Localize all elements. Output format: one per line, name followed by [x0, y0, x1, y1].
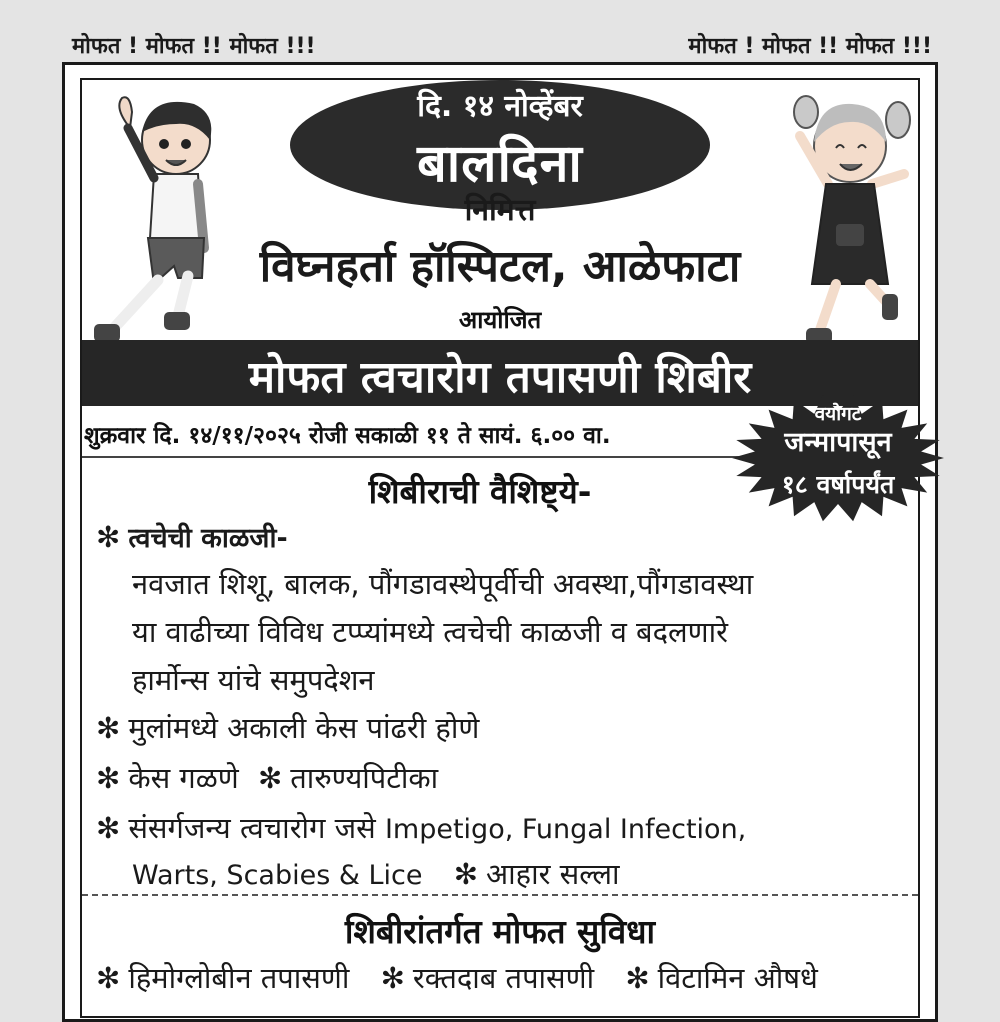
bullet-icon: ✻ — [96, 520, 121, 554]
feature-skin-care — [96, 518, 288, 555]
free-banner-left: मोफत ! मोफत !! मोफत !!! — [72, 34, 316, 59]
schedule-divider — [82, 456, 742, 458]
bullet-icon: ✻ — [625, 961, 650, 995]
feature-premature-greying — [96, 708, 479, 747]
services-list — [96, 958, 818, 997]
event-date: दि. १४ नोव्हेंबर — [417, 89, 583, 124]
age-badge-label: वयोगट — [814, 403, 862, 425]
bullet-icon: ✻ — [96, 811, 121, 845]
skin-care-line: या वाढीच्या विविध टप्प्यांमध्ये त्वचेची काळजी व बदलणारे — [132, 615, 729, 649]
skin-care-line: नवजात शिशू, बालक, पौंगडावस्थेपूर्वीची अवस्था,पौंगडावस्था — [132, 567, 754, 601]
girl-illustration — [778, 84, 918, 354]
skin-care-title: त्वचेची काळजी- — [128, 523, 288, 554]
premature-greying-text: मुलांमध्ये अकाली केस पांढरी होणे — [128, 711, 480, 745]
bullet-icon: ✻ — [96, 711, 121, 745]
service-item: विटामिन औषधे — [657, 961, 818, 995]
contagious-text: संसर्गजन्य त्वचारोग जसे — [128, 811, 376, 845]
age-badge-to: १८ वर्षापर्यंत — [781, 470, 895, 499]
bullet-icon: ✻ — [453, 857, 479, 891]
bullet-icon: ✻ — [96, 961, 121, 995]
section-divider — [82, 894, 918, 896]
skin-care-line: हार्मोन्स यांचे समुपदेशन — [132, 663, 375, 697]
bullet-icon: ✻ — [380, 961, 405, 995]
camp-banner-title: मोफत त्वचारोग तपासणी शिबीर — [248, 352, 752, 403]
service-item: हिमोग्लोबीन तपासणी — [128, 961, 350, 995]
event-title: बालदिना — [417, 134, 583, 194]
feature-contagious — [96, 808, 746, 847]
feature-contagious-cont — [132, 854, 620, 893]
age-badge-from: जन्मापासून — [784, 427, 892, 458]
contagious-examples: Impetigo, Fungal Infection, — [384, 814, 747, 845]
contagious-examples: Warts, Scabies & Lice — [132, 860, 423, 891]
event-occasion: निमित्त — [464, 193, 536, 228]
hair-loss-text: केस गळणे — [128, 761, 239, 795]
bullet-icon: ✻ — [257, 761, 283, 795]
feature-hair-acne — [96, 758, 438, 797]
service-item: रक्तदाब तपासणी — [412, 961, 595, 995]
features-heading: शिबीराची वैशिष्ट्ये- — [368, 472, 592, 511]
schedule-text: शुक्रवार दि. १४/११/२०२५ रोजी सकाळी ११ ते सायं. ६.०० वा. — [84, 423, 611, 449]
hospital-name: विघ्नहर्ता हॉस्पिटल, आळेफाटा — [259, 241, 741, 292]
organized-label: आयोजित — [458, 306, 542, 334]
diet-advice-text: आहार सल्ला — [486, 857, 620, 891]
free-banner-right: मोफत ! मोफत !! मोफत !!! — [688, 34, 932, 59]
services-heading: शिबीरांतर्गत मोफत सुविधा — [344, 912, 656, 951]
bullet-icon: ✻ — [96, 761, 121, 795]
acne-text: तारुण्यपिटीका — [290, 761, 439, 795]
boy-illustration — [84, 88, 234, 358]
